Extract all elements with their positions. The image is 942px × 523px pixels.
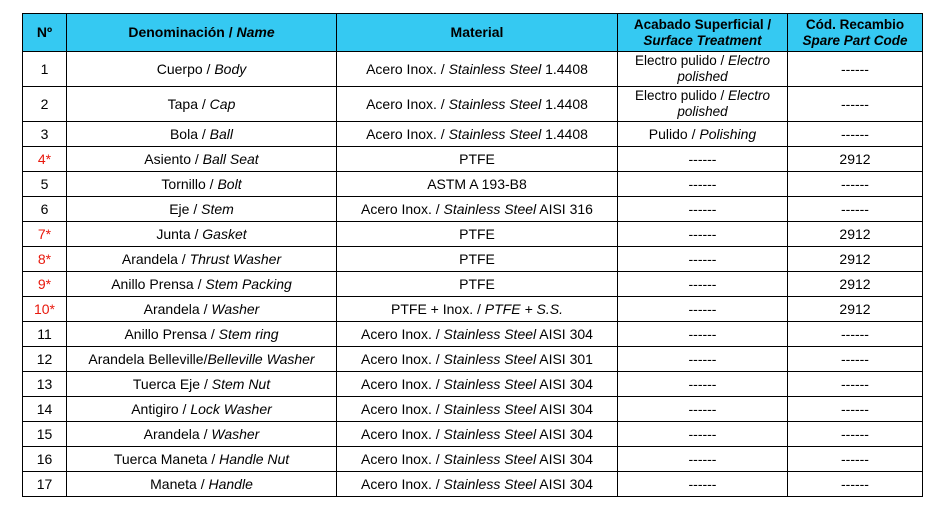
cell-name bbox=[67, 52, 337, 87]
table-row bbox=[23, 422, 923, 447]
cell-material bbox=[337, 272, 618, 297]
cell-number bbox=[23, 222, 67, 247]
table-row bbox=[23, 347, 923, 372]
part-number: 10* bbox=[33, 300, 56, 317]
cell-finish bbox=[618, 272, 788, 297]
material-es: Acero Inox. / bbox=[361, 325, 444, 342]
part-name-en: Stem bbox=[201, 200, 234, 217]
cell-finish bbox=[618, 472, 788, 497]
part-number: 8* bbox=[37, 250, 52, 267]
material-en: Stainless Steel bbox=[448, 95, 542, 112]
table-row bbox=[23, 197, 923, 222]
material-en: Stainless Steel bbox=[443, 200, 537, 217]
cell-finish bbox=[618, 447, 788, 472]
cell-number bbox=[23, 347, 67, 372]
material-grade: AISI 304 bbox=[536, 325, 593, 342]
header-material-label: Material bbox=[450, 24, 504, 40]
spare-part-code: ------ bbox=[841, 475, 869, 492]
table-row bbox=[23, 87, 923, 122]
cell-spare-code bbox=[788, 197, 923, 222]
table-row bbox=[23, 297, 923, 322]
part-name-es: Junta / bbox=[156, 225, 203, 242]
cell-material bbox=[337, 447, 618, 472]
material-en: Stainless Steel bbox=[443, 425, 537, 442]
spare-part-code: 2912 bbox=[839, 275, 871, 292]
material-en: Stainless Steel bbox=[448, 125, 542, 142]
material-es: Acero Inox. / bbox=[361, 350, 444, 367]
part-number: 6 bbox=[40, 200, 49, 217]
part-number: 16 bbox=[36, 450, 53, 467]
part-name-en: Ball Seat bbox=[202, 150, 259, 167]
material-en: Stainless Steel bbox=[443, 375, 537, 392]
part-name-es: Arandela / bbox=[121, 250, 190, 267]
cell-spare-code bbox=[788, 272, 923, 297]
table-row bbox=[23, 397, 923, 422]
spare-part-code: ------ bbox=[841, 350, 869, 367]
part-name-es: Antigiro / bbox=[131, 400, 191, 417]
spare-part-code: ------ bbox=[841, 425, 869, 442]
part-name-es: Tuerca Maneta / bbox=[113, 450, 220, 467]
table-header bbox=[23, 14, 923, 52]
spare-part-code: ------ bbox=[841, 200, 869, 217]
cell-spare-code bbox=[788, 322, 923, 347]
part-name-en: Handle bbox=[208, 475, 253, 492]
material-en: Stainless Steel bbox=[443, 325, 537, 342]
cell-material bbox=[337, 322, 618, 347]
table-row bbox=[23, 372, 923, 397]
table-row bbox=[23, 322, 923, 347]
cell-name bbox=[67, 147, 337, 172]
spare-part-code: 2912 bbox=[839, 250, 871, 267]
part-number: 12 bbox=[36, 350, 53, 367]
header-spare-code-es: Cód. Recambio bbox=[805, 16, 905, 32]
cell-name bbox=[67, 297, 337, 322]
material-en: PTFE + S.S. bbox=[484, 300, 563, 317]
cell-material bbox=[337, 122, 618, 147]
finish-es: Electro pulido / bbox=[634, 88, 729, 103]
cell-spare-code bbox=[788, 122, 923, 147]
cell-material bbox=[337, 372, 618, 397]
finish-es: ------ bbox=[688, 400, 717, 417]
table-body bbox=[23, 52, 923, 497]
table-row bbox=[23, 122, 923, 147]
cell-finish bbox=[618, 297, 788, 322]
cell-finish bbox=[618, 422, 788, 447]
finish-es: Electro pulido / bbox=[634, 53, 729, 68]
cell-finish bbox=[618, 52, 788, 87]
cell-spare-code bbox=[788, 172, 923, 197]
part-name-en: Belleville Washer bbox=[207, 350, 315, 367]
cell-number bbox=[23, 197, 67, 222]
cell-material bbox=[337, 147, 618, 172]
cell-spare-code bbox=[788, 472, 923, 497]
cell-number bbox=[23, 87, 67, 122]
spare-part-code: ------ bbox=[841, 375, 869, 392]
part-name-en: Bolt bbox=[217, 175, 242, 192]
material-es: Acero Inox. / bbox=[366, 125, 449, 142]
material-grade: AISI 304 bbox=[536, 375, 593, 392]
part-name-en: Handle Nut bbox=[219, 450, 290, 467]
part-number: 14 bbox=[36, 400, 53, 417]
table-row bbox=[23, 172, 923, 197]
material-en: Stainless Steel bbox=[443, 450, 537, 467]
cell-number bbox=[23, 447, 67, 472]
header-name-en: Name bbox=[236, 24, 275, 40]
part-name-es: Arandela / bbox=[143, 425, 212, 442]
part-name-en: Stem Packing bbox=[205, 275, 292, 292]
header-spare-code-en: Spare Part Code bbox=[802, 32, 908, 48]
material-es: ASTM A 193-B8 bbox=[427, 175, 527, 192]
cell-number bbox=[23, 122, 67, 147]
cell-spare-code bbox=[788, 87, 923, 122]
part-name-es: Asiento / bbox=[144, 150, 203, 167]
material-es: Acero Inox. / bbox=[361, 450, 444, 467]
header-finish bbox=[618, 14, 788, 52]
cell-finish bbox=[618, 247, 788, 272]
finish-es: ------ bbox=[688, 150, 717, 167]
cell-number bbox=[23, 247, 67, 272]
material-es: Acero Inox. / bbox=[361, 475, 444, 492]
cell-spare-code bbox=[788, 397, 923, 422]
part-number: 11 bbox=[37, 325, 52, 342]
cell-number bbox=[23, 52, 67, 87]
finish-es: ------ bbox=[688, 475, 717, 492]
cell-finish bbox=[618, 172, 788, 197]
cell-material bbox=[337, 172, 618, 197]
spare-part-code: 2912 bbox=[839, 225, 871, 242]
finish-es: Pulido / bbox=[648, 125, 700, 142]
finish-es: ------ bbox=[688, 250, 717, 267]
cell-spare-code bbox=[788, 247, 923, 272]
finish-es: ------ bbox=[688, 425, 717, 442]
cell-spare-code bbox=[788, 52, 923, 87]
cell-material bbox=[337, 52, 618, 87]
cell-material bbox=[337, 87, 618, 122]
material-es: Acero Inox. / bbox=[361, 200, 444, 217]
cell-finish bbox=[618, 122, 788, 147]
part-name-es: Arandela Belleville/ bbox=[88, 350, 208, 367]
cell-material bbox=[337, 397, 618, 422]
part-name-en: Stem Nut bbox=[211, 375, 271, 392]
part-name-es: Tapa / bbox=[167, 95, 210, 112]
header-spare-code bbox=[788, 14, 923, 52]
table-row bbox=[23, 247, 923, 272]
spare-part-code: ------ bbox=[841, 60, 869, 77]
part-name-es: Anillo Prensa / bbox=[111, 275, 206, 292]
cell-spare-code bbox=[788, 447, 923, 472]
spare-part-code: ------ bbox=[841, 450, 869, 467]
cell-spare-code bbox=[788, 422, 923, 447]
material-grade: AISI 301 bbox=[536, 350, 593, 367]
finish-es: ------ bbox=[688, 375, 717, 392]
table-row bbox=[23, 472, 923, 497]
header-name-es: Denominación / bbox=[128, 24, 237, 40]
cell-material bbox=[337, 197, 618, 222]
material-es: Acero Inox. / bbox=[366, 95, 449, 112]
cell-name bbox=[67, 322, 337, 347]
spare-part-code: 2912 bbox=[839, 300, 871, 317]
header-number-label: Nº bbox=[36, 24, 53, 40]
header-material bbox=[337, 14, 618, 52]
cell-number bbox=[23, 322, 67, 347]
finish-es: ------ bbox=[688, 175, 717, 192]
table-row bbox=[23, 272, 923, 297]
part-number: 9* bbox=[37, 275, 52, 292]
material-es: PTFE bbox=[459, 250, 495, 267]
cell-name bbox=[67, 397, 337, 422]
part-number: 15 bbox=[36, 425, 53, 442]
cell-name bbox=[67, 222, 337, 247]
material-grade: AISI 304 bbox=[536, 450, 593, 467]
spare-part-code: 2912 bbox=[839, 150, 871, 167]
part-number: 3 bbox=[40, 125, 49, 142]
part-name-es: Arandela / bbox=[143, 300, 212, 317]
cell-name bbox=[67, 122, 337, 147]
cell-material bbox=[337, 422, 618, 447]
cell-spare-code bbox=[788, 372, 923, 397]
parts-table bbox=[22, 13, 923, 497]
part-number: 5 bbox=[40, 175, 49, 192]
cell-number bbox=[23, 172, 67, 197]
material-es: PTFE bbox=[459, 150, 495, 167]
part-number: 1 bbox=[40, 60, 49, 77]
part-number: 17 bbox=[36, 475, 53, 492]
header-finish-en: Surface Treatment bbox=[643, 32, 762, 48]
part-name-en: Washer bbox=[211, 300, 260, 317]
material-grade: AISI 316 bbox=[536, 200, 593, 217]
table-row bbox=[23, 147, 923, 172]
cell-material bbox=[337, 472, 618, 497]
material-en: Stainless Steel bbox=[443, 350, 537, 367]
finish-es: ------ bbox=[688, 350, 717, 367]
cell-spare-code bbox=[788, 347, 923, 372]
part-name-en: Body bbox=[214, 60, 247, 77]
part-name-es: Cuerpo / bbox=[156, 60, 215, 77]
material-grade: 1.4408 bbox=[541, 125, 588, 142]
finish-es: ------ bbox=[688, 200, 717, 217]
cell-name bbox=[67, 172, 337, 197]
header-name bbox=[67, 14, 337, 52]
part-number: 13 bbox=[36, 375, 53, 392]
finish-es: ------ bbox=[688, 300, 717, 317]
cell-number bbox=[23, 372, 67, 397]
cell-material bbox=[337, 297, 618, 322]
material-es: PTFE bbox=[459, 275, 495, 292]
material-grade: AISI 304 bbox=[536, 425, 593, 442]
cell-spare-code bbox=[788, 147, 923, 172]
cell-material bbox=[337, 222, 618, 247]
cell-name bbox=[67, 197, 337, 222]
part-name-en: Cap bbox=[209, 95, 236, 112]
cell-number bbox=[23, 297, 67, 322]
spare-part-code: ------ bbox=[841, 175, 869, 192]
cell-finish bbox=[618, 322, 788, 347]
cell-name bbox=[67, 272, 337, 297]
finish-en: Electro polished bbox=[677, 53, 771, 84]
header-row bbox=[23, 14, 923, 52]
cell-finish bbox=[618, 87, 788, 122]
part-name-en: Gasket bbox=[202, 225, 247, 242]
cell-name bbox=[67, 472, 337, 497]
cell-number bbox=[23, 422, 67, 447]
cell-finish bbox=[618, 197, 788, 222]
part-name-en: Thrust Washer bbox=[189, 250, 282, 267]
finish-es: ------ bbox=[688, 225, 717, 242]
cell-material bbox=[337, 247, 618, 272]
part-name-en: Ball bbox=[209, 125, 234, 142]
part-name-es: Anillo Prensa / bbox=[124, 325, 219, 342]
spare-part-code: ------ bbox=[841, 325, 869, 342]
finish-en: Polishing bbox=[699, 125, 757, 142]
cell-number bbox=[23, 397, 67, 422]
material-grade: 1.4408 bbox=[541, 95, 588, 112]
cell-finish bbox=[618, 222, 788, 247]
cell-number bbox=[23, 147, 67, 172]
material-en: Stainless Steel bbox=[448, 60, 542, 77]
cell-finish bbox=[618, 147, 788, 172]
cell-name bbox=[67, 247, 337, 272]
finish-en: Electro polished bbox=[677, 88, 771, 119]
part-number: 2 bbox=[40, 95, 49, 112]
cell-number bbox=[23, 472, 67, 497]
cell-name bbox=[67, 347, 337, 372]
cell-name bbox=[67, 422, 337, 447]
material-grade: AISI 304 bbox=[536, 475, 593, 492]
spare-part-code: ------ bbox=[841, 400, 869, 417]
cell-name bbox=[67, 87, 337, 122]
material-es: Acero Inox. / bbox=[361, 375, 444, 392]
material-es: PTFE bbox=[459, 225, 495, 242]
spare-part-code: ------ bbox=[841, 125, 869, 142]
cell-name bbox=[67, 372, 337, 397]
part-number: 4* bbox=[37, 150, 52, 167]
spare-part-code: ------ bbox=[841, 95, 869, 112]
part-name-es: Maneta / bbox=[150, 475, 209, 492]
cell-number bbox=[23, 272, 67, 297]
material-es: Acero Inox. / bbox=[361, 425, 444, 442]
cell-material bbox=[337, 347, 618, 372]
part-name-es: Tornillo / bbox=[161, 175, 218, 192]
material-en: Stainless Steel bbox=[443, 475, 537, 492]
material-grade: 1.4408 bbox=[541, 60, 588, 77]
part-name-en: Washer bbox=[211, 425, 260, 442]
part-name-es: Eje / bbox=[169, 200, 202, 217]
table-row bbox=[23, 222, 923, 247]
cell-finish bbox=[618, 347, 788, 372]
table-row bbox=[23, 52, 923, 87]
header-finish-es: Acabado Superficial / bbox=[633, 16, 772, 32]
part-name-es: Tuerca Eje / bbox=[132, 375, 212, 392]
cell-finish bbox=[618, 372, 788, 397]
header-number bbox=[23, 14, 67, 52]
material-es: PTFE + Inox. / bbox=[391, 300, 485, 317]
part-number: 7* bbox=[37, 225, 52, 242]
part-name-en: Stem ring bbox=[218, 325, 279, 342]
cell-spare-code bbox=[788, 222, 923, 247]
material-grade: AISI 304 bbox=[536, 400, 593, 417]
material-es: Acero Inox. / bbox=[366, 60, 449, 77]
cell-finish bbox=[618, 397, 788, 422]
material-en: Stainless Steel bbox=[443, 400, 537, 417]
finish-es: ------ bbox=[688, 450, 717, 467]
finish-es: ------ bbox=[688, 275, 717, 292]
cell-spare-code bbox=[788, 297, 923, 322]
material-es: Acero Inox. / bbox=[361, 400, 444, 417]
cell-name bbox=[67, 447, 337, 472]
table-row bbox=[23, 447, 923, 472]
part-name-en: Lock Washer bbox=[190, 400, 272, 417]
part-name-es: Bola / bbox=[169, 125, 210, 142]
finish-es: ------ bbox=[688, 325, 717, 342]
